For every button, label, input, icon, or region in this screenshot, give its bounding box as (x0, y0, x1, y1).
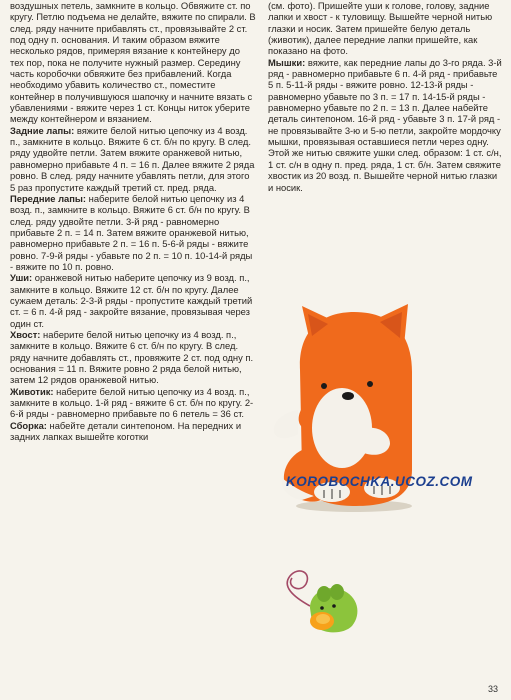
page-number: 33 (488, 684, 499, 694)
section-text: наберите белой нитью цепочку из 4 возд. п., замкните в кольцо. Вяжите 6 ст. б/н по кругу. В след. ряду удвойте петли. 3-й ряд - равномерно прибавьте 2 п. = 14 п. Затем вяжите оранжевой нитью, равномерно прибавьте 2 п. = 16 п. 5-6-й ряды - вяжите ровно. 7-9-й ряды - убавьте по 2 п. = 10 п. 10-14-й ряды - вяжите по 10 п. ровно. (10, 192, 253, 272)
section-heading: Сборка: (10, 419, 47, 431)
mouse-toy-photo (262, 556, 372, 646)
section-heading: Мышки: (268, 56, 306, 68)
section-belly (10, 386, 256, 420)
section-hind-legs (10, 125, 256, 193)
section-ears (10, 272, 256, 329)
section-assembly (10, 420, 256, 443)
section-tail (10, 329, 256, 386)
section-text: вяжите, как передние лапы до 3-го ряда. 3-й ряд - равномерно прибавьте 6 п. 4-й ряд - прибавьте 5 п. 5-11-й ряды - вяжите ровно. 12-13-й ряды - равномерно убавьте по 3 п. = 17 п. 14-15-й ряды - равномерно убавьте по 2 п. = 13 п. Далее набейте деталь синтепоном. 16-й ряд - убавьте 3 п. 17-й ряд - не провязывайте 3-ю и 5-ю петли, закройте мордочку мышки, провязывая оставшиеся петли через одну. Этой же нитью свяжите ушки след. образом: 1 ст. с/н, 1 ст. с/н в одну п. пред. ряда, 1 ст. б/н. Затем свяжите хвостик из 20 возд. п. Вышейте черной нитью глазки и носик. (268, 56, 502, 193)
section-text: оранжевой нитью наберите цепочку из 9 возд. п., замкните в кольцо. Вяжите 12 ст. б/н по кругу. Далее сужаем деталь: 2-3-й ряды - пропустите каждый третий ст. = 6 п. 4-й ряд - закройте вязание, провязывая через один ст. (10, 272, 253, 329)
section-heading: Передние лапы: (10, 192, 87, 204)
section-text: наберите белой нитью цепочку из 4 возд. п., замкните в кольцо. 1-й ряд - вяжите 6 ст. б/н по кругу. 2-6-й ряды - равномерно прибавьте по 6 петель = 36 ст. (10, 385, 254, 420)
right-intro: (см. фото). Пришейте уши к голове, голову, задние лапки и хвост - к туловищу. Вышейте черной нитью глазки и носик. Затем пришейте белую деталь (животик), далее передние лапки пришейте, как показано на фото. (268, 0, 493, 57)
section-text: наберите белой нитью цепочку из 4 возд. п., замкните в кольцо. Вяжите 6 ст. б/н по кругу. В след. ряду начните добавлять ст., провяжите 2 ст. под одну п. основания = 11 п. Вяжите ровно 2 ряда белой нитью, затем 12 рядов оранжевой нитью. (10, 328, 254, 386)
left-intro: воздушных петель, замкните в кольцо. Обвяжите ст. по кругу. Петлю подъема не делайте, вяжите по спирали. В след. ряду начните прибавлять ст., провязывайте 2 ст. под одну п. основания. И таким образом вяжите несколько рядов, примеряя вязание к контейнеру до тех пор, пока не получите нужный размер. Середину часть коробочки обвяжите без прибавлений. Когда необходимо убавить количество ст., поместите контейнер в получившуюся шапочку и начните вязать с убавлениями - вяжите через 1 ст. Концы ниток уберите между контейнером и вязанием. (10, 0, 256, 125)
section-front-legs (10, 193, 256, 272)
section-heading: Задние лапы: (10, 124, 75, 136)
watermark-text: KOROBOCHKA.UCOZ.COM (286, 474, 473, 489)
section-mice (268, 57, 504, 193)
section-heading: Хвост: (10, 328, 41, 340)
section-heading: Уши: (10, 272, 33, 284)
right-column (268, 0, 504, 193)
section-text: набейте детали синтепоном. На передних и задних лапках вышейте коготки (10, 419, 242, 443)
section-text: вяжите белой нитью цепочку из 4 возд. п., замкните в кольцо. Вяжите 6 ст. б/н по кругу. В след. ряду удвойте петли. Затем вяжите оранжевой нитью, равномерно прибавьте 4 п. = 16 п. Далее вяжите 2 ряда ровно. В след. ряду начните убавлять петли, для этого 5 раз пропустите каждый третий ст. пред. ряда. (10, 124, 255, 193)
section-heading: Животик: (10, 385, 54, 397)
left-column (10, 0, 256, 442)
